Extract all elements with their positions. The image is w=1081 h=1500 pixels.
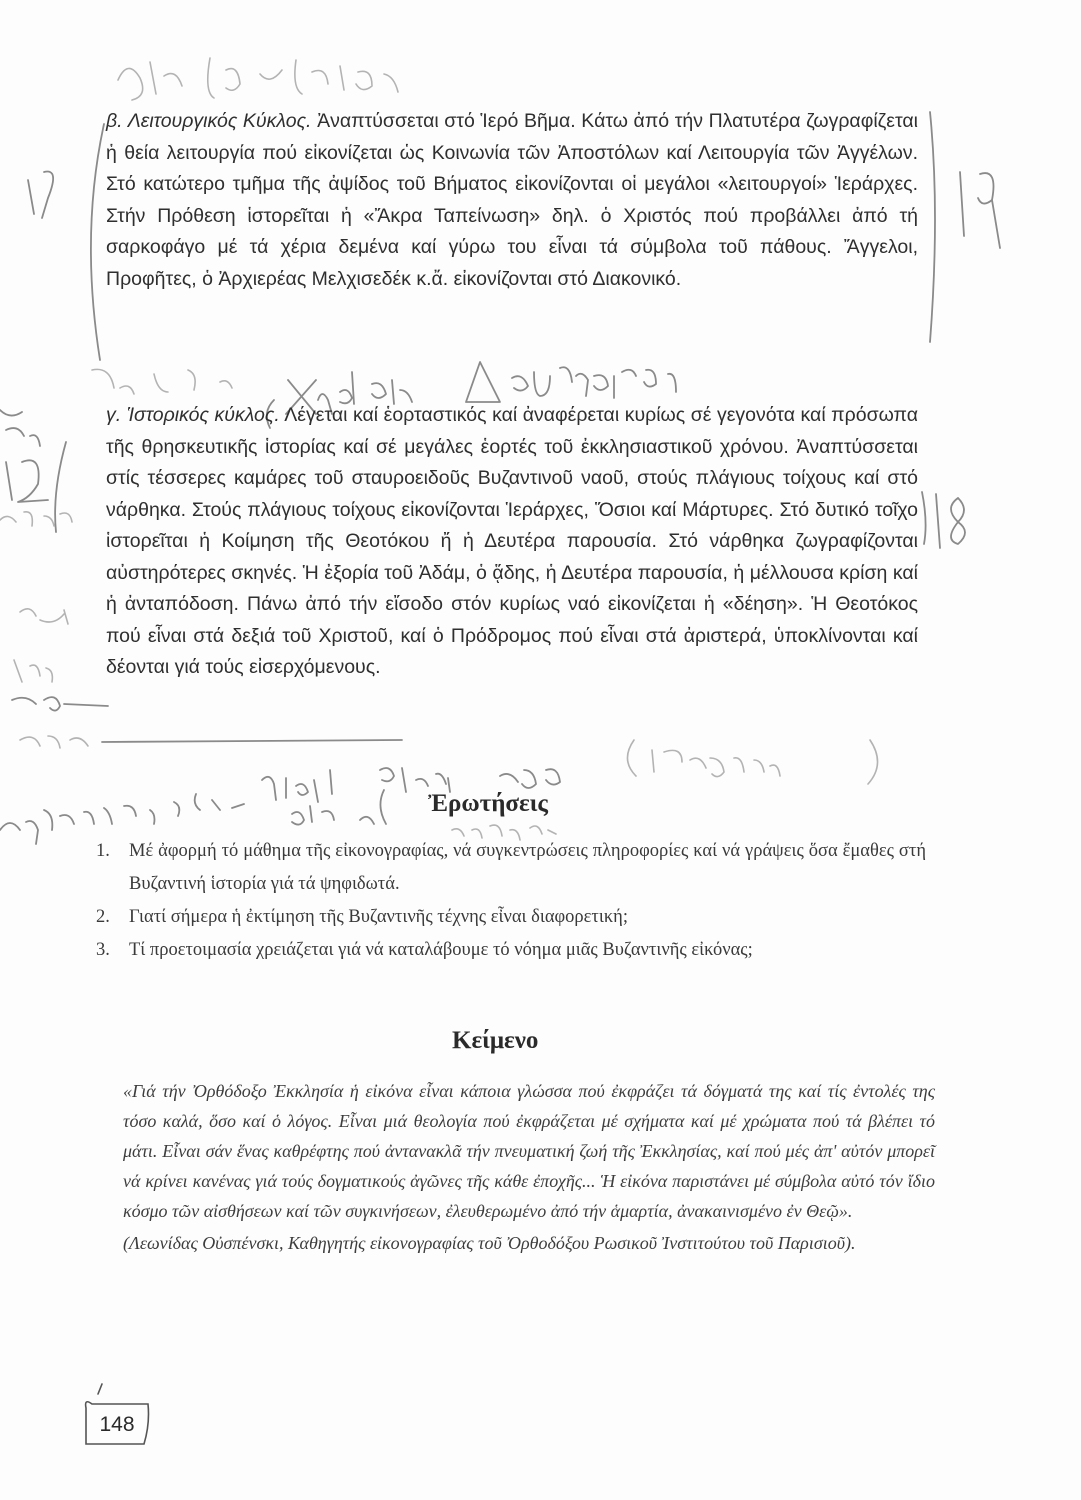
question-item <box>96 934 926 967</box>
section-historical-cycle <box>106 400 918 684</box>
page-number: 148 <box>99 1413 135 1436</box>
reading-quote <box>123 1076 935 1258</box>
section-g-lead: γ. Ἱστορικός κύκλος. <box>106 404 280 426</box>
questions-heading: Ἐρωτήσεις <box>428 790 548 817</box>
section-b-lead: β. Λειτουργικός Κύκλος. <box>106 110 312 132</box>
section-g-body: Λέγεται καί ἑορταστικός καί ἀναφέρεται κυρίως σέ γεγονότα καί πρόσωπα τῆς θρησκευτικῆς ἱστορίας καί σέ μεγάλες ἑορτές τοῦ ἐκκλησιαστικοῦ χρόνου. Ἀναπτύσσεται στίς τέσσερες καμάρες τοῦ σταυροειδοῦς Βυζαντινοῦ ναοῦ, στούς πλάγιους τοίχους καί στό νάρθηκα. Στούς πλάγιους τοίχους εἰκονίζονται Ἱεράρχες, Ὅσιοι καί Μάρτυρες. Στό δυτικό τοῖχο ἱστορεῖται ἡ Κοίμηση τῆς Θεοτόκου ἤ ἡ Δευτέρα παρουσία. Στό νάρθηκα ζωγραφίζονται αὐστηρότερες σκηνές. Ἡ ἐξορία τοῦ Ἀδάμ, ὁ ᾅδης, ἡ Δευτέρα παρουσία, ἡ μέλλουσα κρίση καί ἡ ἀνταπόδοση. Πάνω ἀπό τήν εἴσοδο στόν κυρίως ναό εἰκονίζεται ἡ «δέηση». Ἡ Θεοτόκος πού εἶναι στά δεξιά τοῦ Χριστοῦ, καί ὁ Πρόδρομος πού εἶναι στά ἀριστερά, ὑποκλίνονται καί δέονται γιά τούς εἰσερχόμενους. <box>106 404 919 678</box>
question-item <box>96 835 926 901</box>
quote-source: (Λεωνίδας Οὐσπένσκι, Καθηγητής εἰκονογραφίας τοῦ Ὀρθοδόξου Ρωσικοῦ Ἰνστιτούτου τοῦ Παρισιοῦ). <box>123 1233 856 1253</box>
questions-list <box>96 835 926 967</box>
question-text: Μέ ἀφορμή τό μάθημα τῆς εἰκονογραφίας, νά συγκεντρώσεις πληροφορίες καί νά γράψεις ὅσα ἔμαθες στή Βυζαντινή ἱστορία γιά τά ψηφιδωτά. <box>129 841 926 894</box>
section-b-body: Ἀναπτύσσεται στό Ἱερό Βῆμα. Κάτω ἀπό τήν Πλατυτέρα ζωγραφίζεται ἡ θεία λειτουργία πού εἰκονίζεται ὡς Κοινωνία τῶν Ἀποστόλων καί Λειτουργία τῶν Ἀγγέλων. Στό κατώτερο τμῆμα τῆς ἀψίδος τοῦ Βήματος εἰκονίζονται οἱ μεγάλοι «λειτουργοί» Ἱεράρχες. Στήν Πρόθεση ἱστορεῖται ἡ «Ἄκρα Ταπείνωση» δηλ. ὁ Χριστός πού προβάλλει ἀπό τή σαρκοφάγο μέ τά χέρια δεμένα καί γύρω του εἶναι τά σύμβολα τοῦ πάθους. Ἄγγελοι, Προφῆτες, ὁ Ἀρχιερέας Μελχισεδέκ κ.ἄ. εἰκονίζονται στό Διακονικό. <box>106 110 919 290</box>
question-item <box>96 901 926 934</box>
question-number: 3. <box>96 940 110 960</box>
question-text: Γιατί σήμερα ἡ ἐκτίμηση τῆς Βυζαντινῆς τέχνης εἶναι διαφορετική; <box>129 907 628 927</box>
quote-text: «Γιά τήν Ὀρθόδοξο Ἐκκλησία ἡ εἰκόνα εἶναι κάποια γλώσσα πού ἐκφράζει τά δόγματά της καί τίς ἐντολές της τόσο καλά, ὅσο καί ὁ λόγος. Εἶναι μιά θεολογία πού ἐκφράζεται μέ σχήματα καί μέ χρώματα πού τά βλέπει τό μάτι. Εἶναι σάν ἕνας καθρέφτης πού ἀντανακλᾶ τήν πνευματική ζωή τῆς Ἐκκλησίας, καί πού μές ἀπ' αὐτόν μπορεῖ νά κρίνει κανένας γιά τούς δογματικούς ἀγῶνες τῆς κάθε ἐποχῆς... Ἡ εἰκόνα παριστάνει μέ σύμβολα αὐτό τόν ἴδιο κόσμο τῶν αἰσθήσεων καί τῶν συγκινήσεων, ἐλευθερωμένο ἀπό τήν ἁμαρτία, ἀνακαινισμένο ἐν Θεῷ». <box>123 1081 935 1221</box>
question-text: Τί προετοιμασία χρειάζεται γιά νά καταλάβουμε τό νόημα μιᾶς Βυζαντινῆς εἰκόνας; <box>129 940 753 960</box>
section-liturgical-cycle <box>106 106 918 295</box>
reading-heading: Κείμενο <box>452 1027 539 1054</box>
question-number: 1. <box>96 841 110 861</box>
question-number: 2. <box>96 907 110 927</box>
